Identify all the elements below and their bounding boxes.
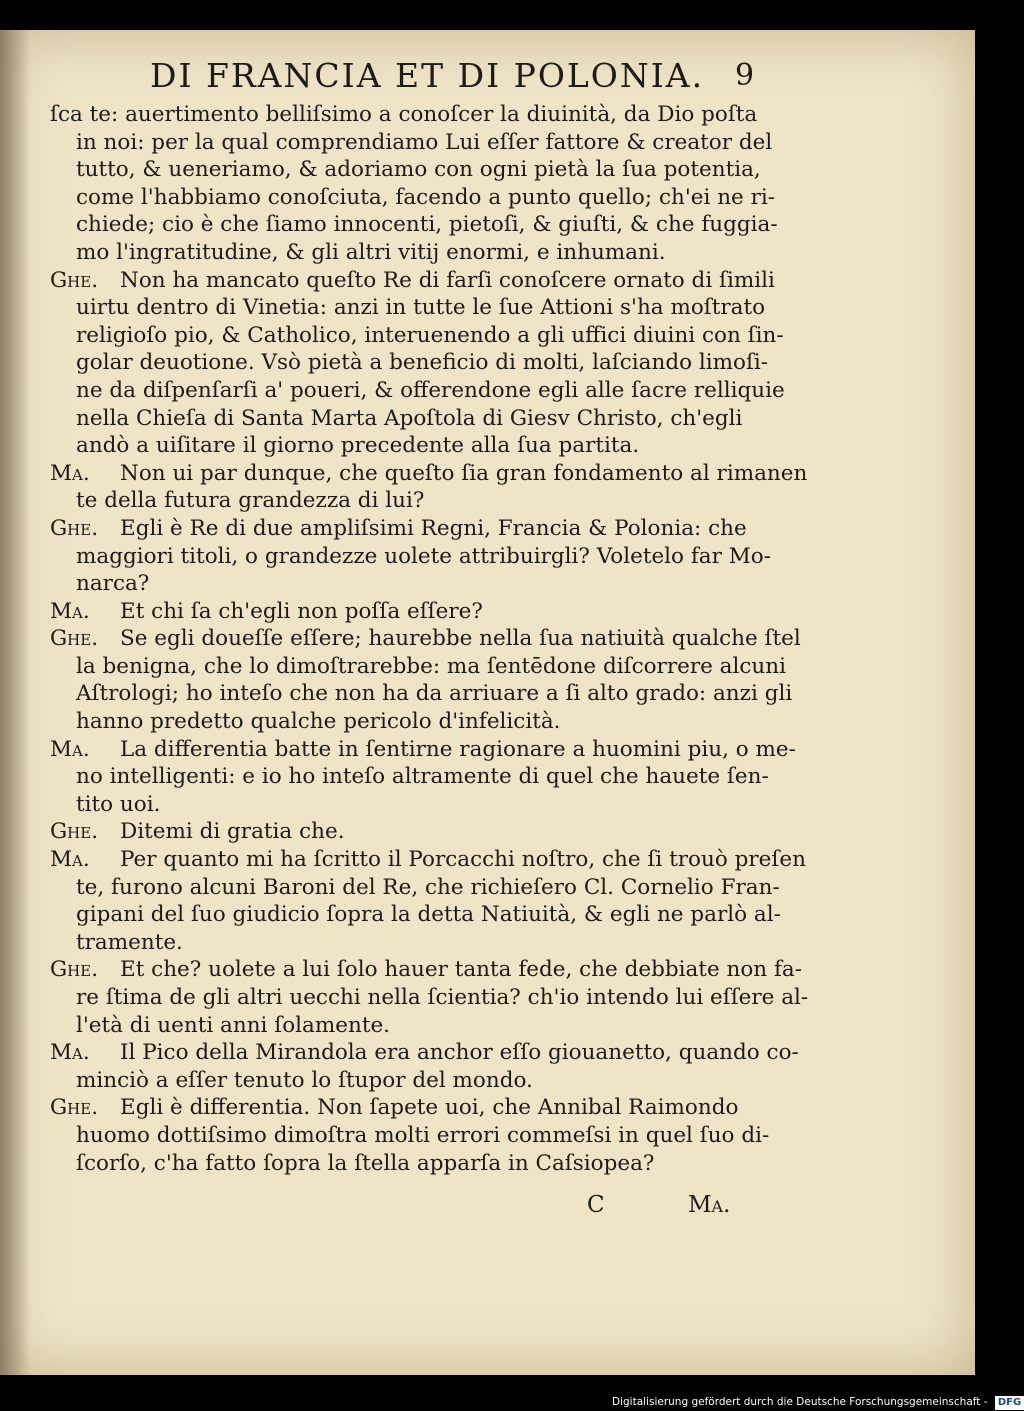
text-line — [50, 1094, 765, 1122]
line-text: Ditemi di gratia che. — [120, 819, 345, 845]
running-head: DI FRANCIA ET DI POLONIA. — [150, 56, 705, 95]
line-text: gipani del ſuo giudicio ſopra la detta Natiuità, & egli ne parlò al- — [76, 902, 781, 928]
speaker-label: Ghe. — [50, 267, 99, 293]
text-line — [50, 543, 771, 571]
speaker-label: Ghe. — [50, 515, 99, 541]
text-line — [50, 708, 765, 736]
line-text: andò a uiſitare il giorno precedente alla ſua partita. — [76, 433, 640, 459]
line-text: minciò a eſſer tenuto lo ſtupor del mondo. — [76, 1067, 533, 1093]
speaker-label: Ma. — [50, 736, 90, 762]
speaker-label: Ma. — [50, 847, 90, 873]
text-line — [50, 294, 765, 322]
page-number: 9 — [735, 58, 755, 93]
text-line — [50, 1122, 770, 1150]
body-text — [50, 101, 809, 1177]
speaker-label: Ghe. — [50, 1095, 99, 1121]
line-text: l'età di uenti anni ſolamente. — [76, 1012, 391, 1038]
line-text: tramente. — [76, 929, 183, 955]
line-text: Et che? uolete a lui ſolo hauer tanta fede, che debbiate non fa- — [120, 957, 803, 983]
line-text: ſca te: auertimento belliſsimo a conoſcer la diuinità, da Dio poſta — [50, 102, 758, 127]
line-text: mo l'ingratitudine, & gli altri vitij enormi, e inhumani. — [76, 239, 666, 265]
text-line — [50, 239, 765, 267]
text-line — [50, 1012, 765, 1040]
line-text: re ſtima de gli altri uecchi nella ſcientia? ch'io intendo lui eſſere al- — [76, 985, 809, 1010]
text-line — [50, 377, 785, 405]
text-line — [50, 515, 765, 543]
page-gutter-shadow — [0, 30, 30, 1375]
text-line — [50, 570, 765, 598]
line-text: golar deuotione. Vsò pietà a beneficio di molti, laſciando limoſi- — [76, 350, 769, 376]
text-line — [50, 818, 765, 846]
line-text: la benigna, che lo dimoſtrarebbe: ma ſentēdone diſcorrere alcuni — [76, 653, 786, 679]
speaker-label: Ma. — [50, 1040, 90, 1066]
text-line — [50, 1067, 765, 1095]
line-text: no intelligenti: e io ho inteſo altramente di quel che hauete ſen- — [76, 764, 769, 790]
line-text: Per quanto mi ha ſcritto il Porcacchi noſtro, che ſi trouò preſen — [120, 847, 806, 873]
line-text: Egli è Re di due ampliſsimi Regni, Francia & Polonia: che — [120, 515, 747, 541]
catchword: Ma. — [688, 1192, 731, 1218]
text-line — [50, 598, 765, 626]
line-text: Se egli doueſſe eſſere; haurebbe nella ſua natiuità qualche ſtel — [120, 626, 801, 652]
line-text: in noi: per la qual comprendiamo Lui eſſer fattore & creator del — [76, 129, 773, 155]
line-text: hanno predetto qualche pericolo d'infelicità. — [76, 709, 561, 735]
text-line — [50, 653, 786, 681]
text-line — [50, 129, 773, 157]
line-text: Egli è differentia. Non ſapete uoi, che Annibal Raimondo — [120, 1095, 739, 1121]
text-line — [50, 101, 765, 129]
text-line — [50, 156, 765, 184]
text-line — [50, 956, 803, 984]
line-text: te della futura grandezza di lui? — [76, 488, 425, 514]
text-line — [50, 763, 769, 791]
speaker-label: Ma. — [50, 598, 90, 624]
line-text: Et chi ſa ch'egli non poſſa eſſere? — [120, 598, 483, 624]
line-text: uirtu dentro di Vinetia: anzi in tutte le ſue Attioni s'ha moſtrato — [76, 295, 766, 321]
text-line — [50, 211, 778, 239]
line-text: ſcorſo, c'ha fatto ſopra la ſtella apparſa in Caſsiopea? — [76, 1150, 655, 1176]
speaker-label: Ghe. — [50, 957, 99, 983]
digitization-footer — [612, 1394, 1024, 1411]
text-line — [50, 349, 769, 377]
line-text: chiede; cio è che ſiamo innocenti, pietoſi, & giuſti, & che fuggia- — [76, 212, 778, 238]
text-line — [50, 1150, 765, 1178]
line-text: Non ha mancato queſto Re di farſi conoſcere ornato di ſimili — [120, 267, 775, 293]
text-line — [50, 184, 776, 212]
text-line — [50, 984, 809, 1012]
line-text: narca? — [76, 571, 150, 597]
speaker-label: Ma. — [50, 460, 90, 486]
line-text: La differentia batte in ſentirne ragionare a huomini piu, o me- — [120, 736, 796, 762]
text-line — [50, 874, 780, 902]
footer-text: Digitalisierung gefördert durch die Deutsche Forschungsgemeinschaft - — [612, 1396, 988, 1408]
line-text: huomo dottiſsimo dimoſtra molti errori commeſsi in quel ſuo di- — [76, 1122, 770, 1148]
text-line — [50, 680, 793, 708]
text-line — [50, 405, 765, 433]
line-text: ne da diſpenſarſi a' poueri, & offerendone egli alle ſacre relliquie — [76, 377, 785, 403]
dfg-logo: DFG — [995, 1396, 1024, 1410]
line-text: come l'habbiamo conoſciuta, facendo a punto quello; ch'ei ne ri- — [76, 184, 776, 210]
text-line — [50, 432, 765, 460]
line-text: te, furono alcuni Baroni del Re, che richieſero Cl. Cornelio Fran- — [76, 874, 780, 900]
text-line — [50, 791, 765, 819]
text-line — [50, 736, 796, 764]
line-text: tutto, & ueneriamo, & adoriamo con ogni pietà la ſua potentia, — [76, 157, 761, 183]
text-line — [50, 267, 775, 295]
line-text: Aſtrologi; ho inteſo che non ha da arriuare a ſi alto grado: anzi gli — [76, 681, 793, 707]
line-text: religioſo pio, & Catholico, interuenendo a gli uffici diuini con ſin- — [76, 322, 784, 348]
speaker-label: Ghe. — [50, 626, 99, 652]
line-text: Il Pico della Mirandola era anchor eſſo giouanetto, quando co- — [120, 1040, 799, 1066]
line-text: tito uoi. — [76, 791, 161, 817]
text-line — [50, 929, 765, 957]
line-text: Non ui par dunque, che queſto ſia gran fondamento al rimanen — [120, 460, 808, 486]
text-line — [50, 1039, 799, 1067]
speaker-label: Ghe. — [50, 819, 99, 845]
line-text: nella Chieſa di Santa Marta Apoſtola di Giesv Christo, ch'egli — [76, 405, 743, 431]
line-text: maggiori titoli, o grandezze uolete attribuirgli? Voletelo far Mo- — [76, 543, 771, 569]
text-line — [50, 625, 801, 653]
text-line — [50, 846, 806, 874]
text-line — [50, 460, 808, 488]
text-line — [50, 901, 781, 929]
signature-mark: C — [587, 1192, 605, 1218]
text-line — [50, 322, 784, 350]
text-line — [50, 487, 765, 515]
